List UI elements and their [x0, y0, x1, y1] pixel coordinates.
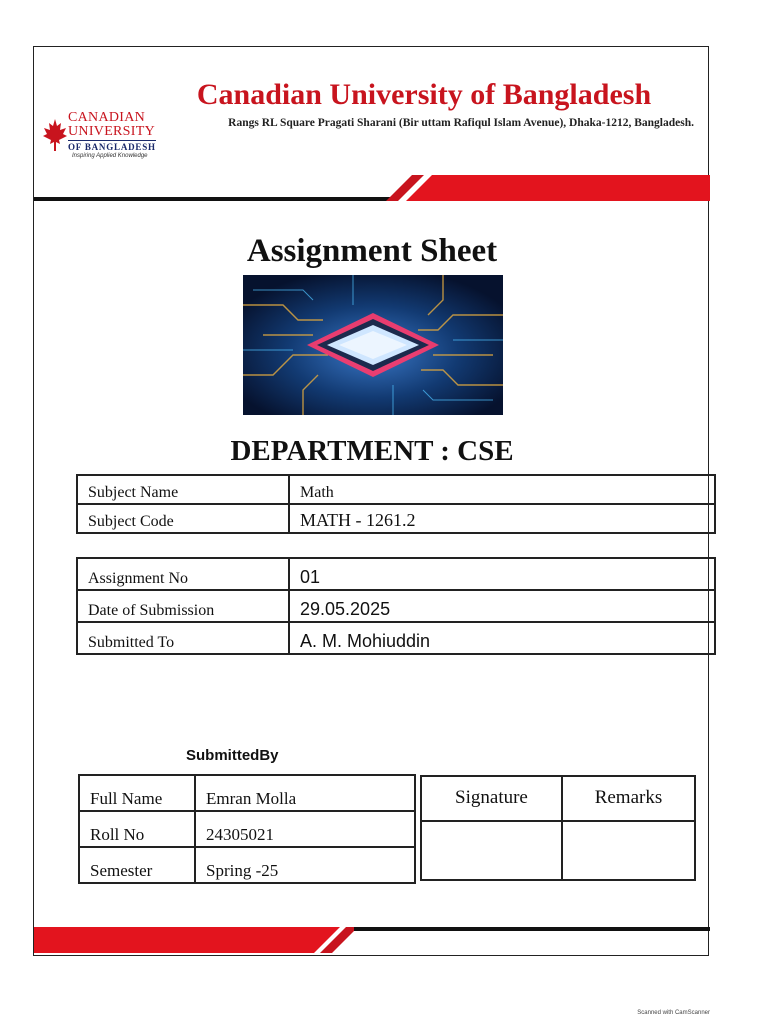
submission-date-label: Date of Submission: [77, 590, 289, 622]
header-divider-band: [34, 173, 710, 207]
logo-line-1: CANADIAN: [68, 110, 146, 125]
full-name-value: Emran Molla: [195, 775, 415, 811]
table-row: [421, 776, 695, 821]
table-row: [77, 622, 715, 654]
semester-label: Semester: [79, 847, 195, 883]
table-row: [79, 847, 415, 883]
table-row: [77, 504, 715, 533]
signature-cell: [421, 821, 562, 880]
circuit-chip-image: [243, 275, 503, 415]
signature-remarks-table: [420, 775, 696, 881]
university-logo: [42, 109, 164, 161]
remarks-cell: [562, 821, 695, 880]
scanner-watermark: Scanned with CamScanner: [637, 1010, 710, 1016]
submitted-by-table: [78, 774, 416, 884]
assignment-sheet: [33, 46, 709, 956]
table-row: [421, 821, 695, 880]
subject-name-label: Subject Name: [77, 475, 289, 504]
assignment-table: [76, 557, 716, 655]
semester-value: Spring -25: [195, 847, 415, 883]
signature-header: Signature: [421, 776, 562, 821]
logo-tagline: Inspiring Applied Knowledge: [72, 153, 148, 159]
roll-no-value: 24305021: [195, 811, 415, 847]
table-row: [77, 590, 715, 622]
table-row: [79, 811, 415, 847]
full-name-label: Full Name: [79, 775, 195, 811]
submitted-to-label: Submitted To: [77, 622, 289, 654]
submitted-to-value: A. M. Mohiuddin: [289, 622, 715, 654]
logo-line-2: UNIVERSITY: [68, 124, 155, 139]
assignment-no-value: 01: [289, 558, 715, 590]
subject-code-value: MATH - 1261.2: [289, 504, 715, 533]
maple-leaf-icon: [42, 115, 68, 155]
logo-line-3: OF BANGLADESH: [68, 142, 156, 152]
table-row: [79, 775, 415, 811]
page-title: Assignment Sheet: [246, 233, 498, 269]
subject-code-label: Subject Code: [77, 504, 289, 533]
assignment-no-label: Assignment No: [77, 558, 289, 590]
table-row: [77, 558, 715, 590]
footer-divider-band: [34, 921, 710, 955]
roll-no-label: Roll No: [79, 811, 195, 847]
subject-table: [76, 474, 716, 534]
remarks-header: Remarks: [562, 776, 695, 821]
subject-name-value: Math: [289, 475, 715, 504]
table-row: [77, 475, 715, 504]
university-address: Rangs RL Square Pragati Sharani (Bir uttam Rafiqul Islam Avenue), Dhaka-1212, Bangladesh.: [228, 117, 694, 129]
submitted-by-heading: SubmittedBy: [186, 747, 279, 764]
department-heading: DEPARTMENT : CSE: [230, 435, 514, 467]
university-name: Canadian University of Bangladesh: [196, 78, 652, 111]
submission-date-value: 29.05.2025: [289, 590, 715, 622]
